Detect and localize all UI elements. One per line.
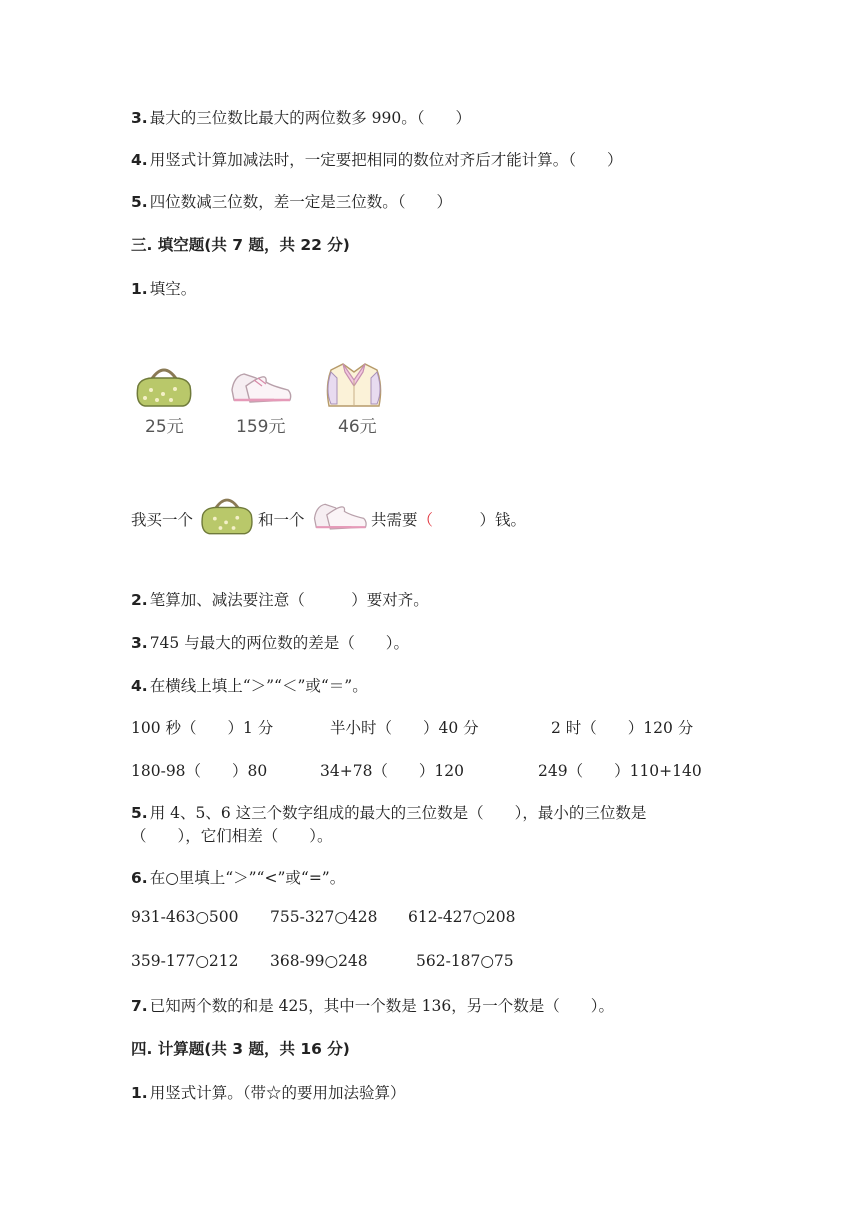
compare-item: 2 时（ ）120 分 bbox=[551, 719, 694, 737]
compare-item: 359-177○212 bbox=[131, 952, 239, 970]
compare-item: 755-327○428 bbox=[270, 908, 378, 926]
question-text: 用 4、5、6 这三个数字组成的最大的三位数是（ ），最小的三位数是 bbox=[149, 804, 647, 822]
sneakers-icon bbox=[310, 492, 370, 536]
fill-question-4 bbox=[131, 674, 368, 696]
compare-item: 612-427○208 bbox=[408, 908, 516, 926]
question-number: 7. bbox=[131, 997, 148, 1015]
price-jacket: 46元 bbox=[338, 417, 377, 437]
section-4-title: 四. 计算题(共 3 题，共 16 分) bbox=[131, 1040, 350, 1058]
sentence-part-b: 和一个 bbox=[258, 511, 305, 529]
compare-item: 562-187○75 bbox=[416, 952, 514, 970]
question-number: 5. bbox=[131, 804, 148, 822]
answer-blank[interactable] bbox=[433, 511, 480, 529]
fill-question-1 bbox=[131, 277, 196, 299]
question-text: 在横线上填上“＞”“＜”或“＝”。 bbox=[149, 677, 368, 695]
judge-question-5 bbox=[131, 190, 452, 212]
question-text: 用竖式计算。（带☆的要用加法验算） bbox=[149, 1084, 406, 1102]
compare-item: 100 秒（ ）1 分 bbox=[131, 719, 274, 737]
fill-question-6 bbox=[131, 866, 345, 888]
compare-item: 931-463○500 bbox=[131, 908, 239, 926]
judge-question-4 bbox=[131, 148, 622, 170]
question-text: 用竖式计算加减法时，一定要把相同的数位对齐后才能计算。（ ） bbox=[149, 151, 623, 169]
answer-paren-open: （ bbox=[417, 511, 434, 529]
question-text: 笔算加、减法要注意（ ）要对齐。 bbox=[149, 591, 429, 609]
question-number: 1. bbox=[131, 280, 148, 298]
fill-question-5 bbox=[131, 801, 646, 823]
fill-question-7 bbox=[131, 994, 614, 1016]
answer-paren-close: ）钱。 bbox=[479, 511, 527, 529]
question-text: 已知两个数的和是 425，其中一个数是 136，另一个数是（ ）。 bbox=[149, 997, 614, 1015]
question-text: 在○里填上“＞”“<”或“=”。 bbox=[149, 869, 346, 887]
question-number: 4. bbox=[131, 151, 148, 169]
calc-question-1 bbox=[131, 1081, 405, 1103]
handbag-icon bbox=[198, 490, 256, 538]
compare-item: 半小时（ ）40 分 bbox=[330, 719, 479, 737]
question-number: 6. bbox=[131, 869, 148, 887]
question-text: 填空。 bbox=[149, 280, 197, 298]
price-sneakers: 159元 bbox=[236, 417, 286, 437]
compare-item: 180-98（ ）80 bbox=[131, 762, 268, 780]
fill-question-3 bbox=[131, 631, 409, 653]
price-handbag: 25元 bbox=[145, 417, 184, 437]
compare-item: 249（ ）110+140 bbox=[538, 762, 702, 780]
sneakers-icon bbox=[228, 360, 294, 410]
fill-question-2 bbox=[131, 588, 429, 610]
question-number: 3. bbox=[131, 634, 148, 652]
handbag-icon bbox=[133, 360, 195, 410]
question-number: 1. bbox=[131, 1084, 148, 1102]
sentence-need-text: 共需要 bbox=[371, 511, 418, 529]
question-number: 2. bbox=[131, 591, 148, 609]
question-text: 745 与最大的两位数的差是（ ）。 bbox=[149, 634, 409, 652]
question-number: 3. bbox=[131, 109, 148, 127]
sentence-part-a: 我买一个 bbox=[131, 511, 194, 529]
question-text: 四位数减三位数，差一定是三位数。（ ） bbox=[149, 193, 452, 211]
question-number: 4. bbox=[131, 677, 148, 695]
sentence-part-c bbox=[371, 508, 526, 530]
question-number: 5. bbox=[131, 193, 148, 211]
section-3-title: 三. 填空题(共 7 题，共 22 分) bbox=[131, 236, 350, 254]
fill-question-5-continued: （ ），它们相差（ ）。 bbox=[131, 827, 333, 845]
compare-item: 34+78（ ）120 bbox=[320, 762, 465, 780]
judge-question-3 bbox=[131, 106, 471, 128]
compare-item: 368-99○248 bbox=[270, 952, 368, 970]
question-text: 最大的三位数比最大的两位数多 990。（ ） bbox=[149, 109, 471, 127]
jacket-icon bbox=[323, 360, 385, 410]
